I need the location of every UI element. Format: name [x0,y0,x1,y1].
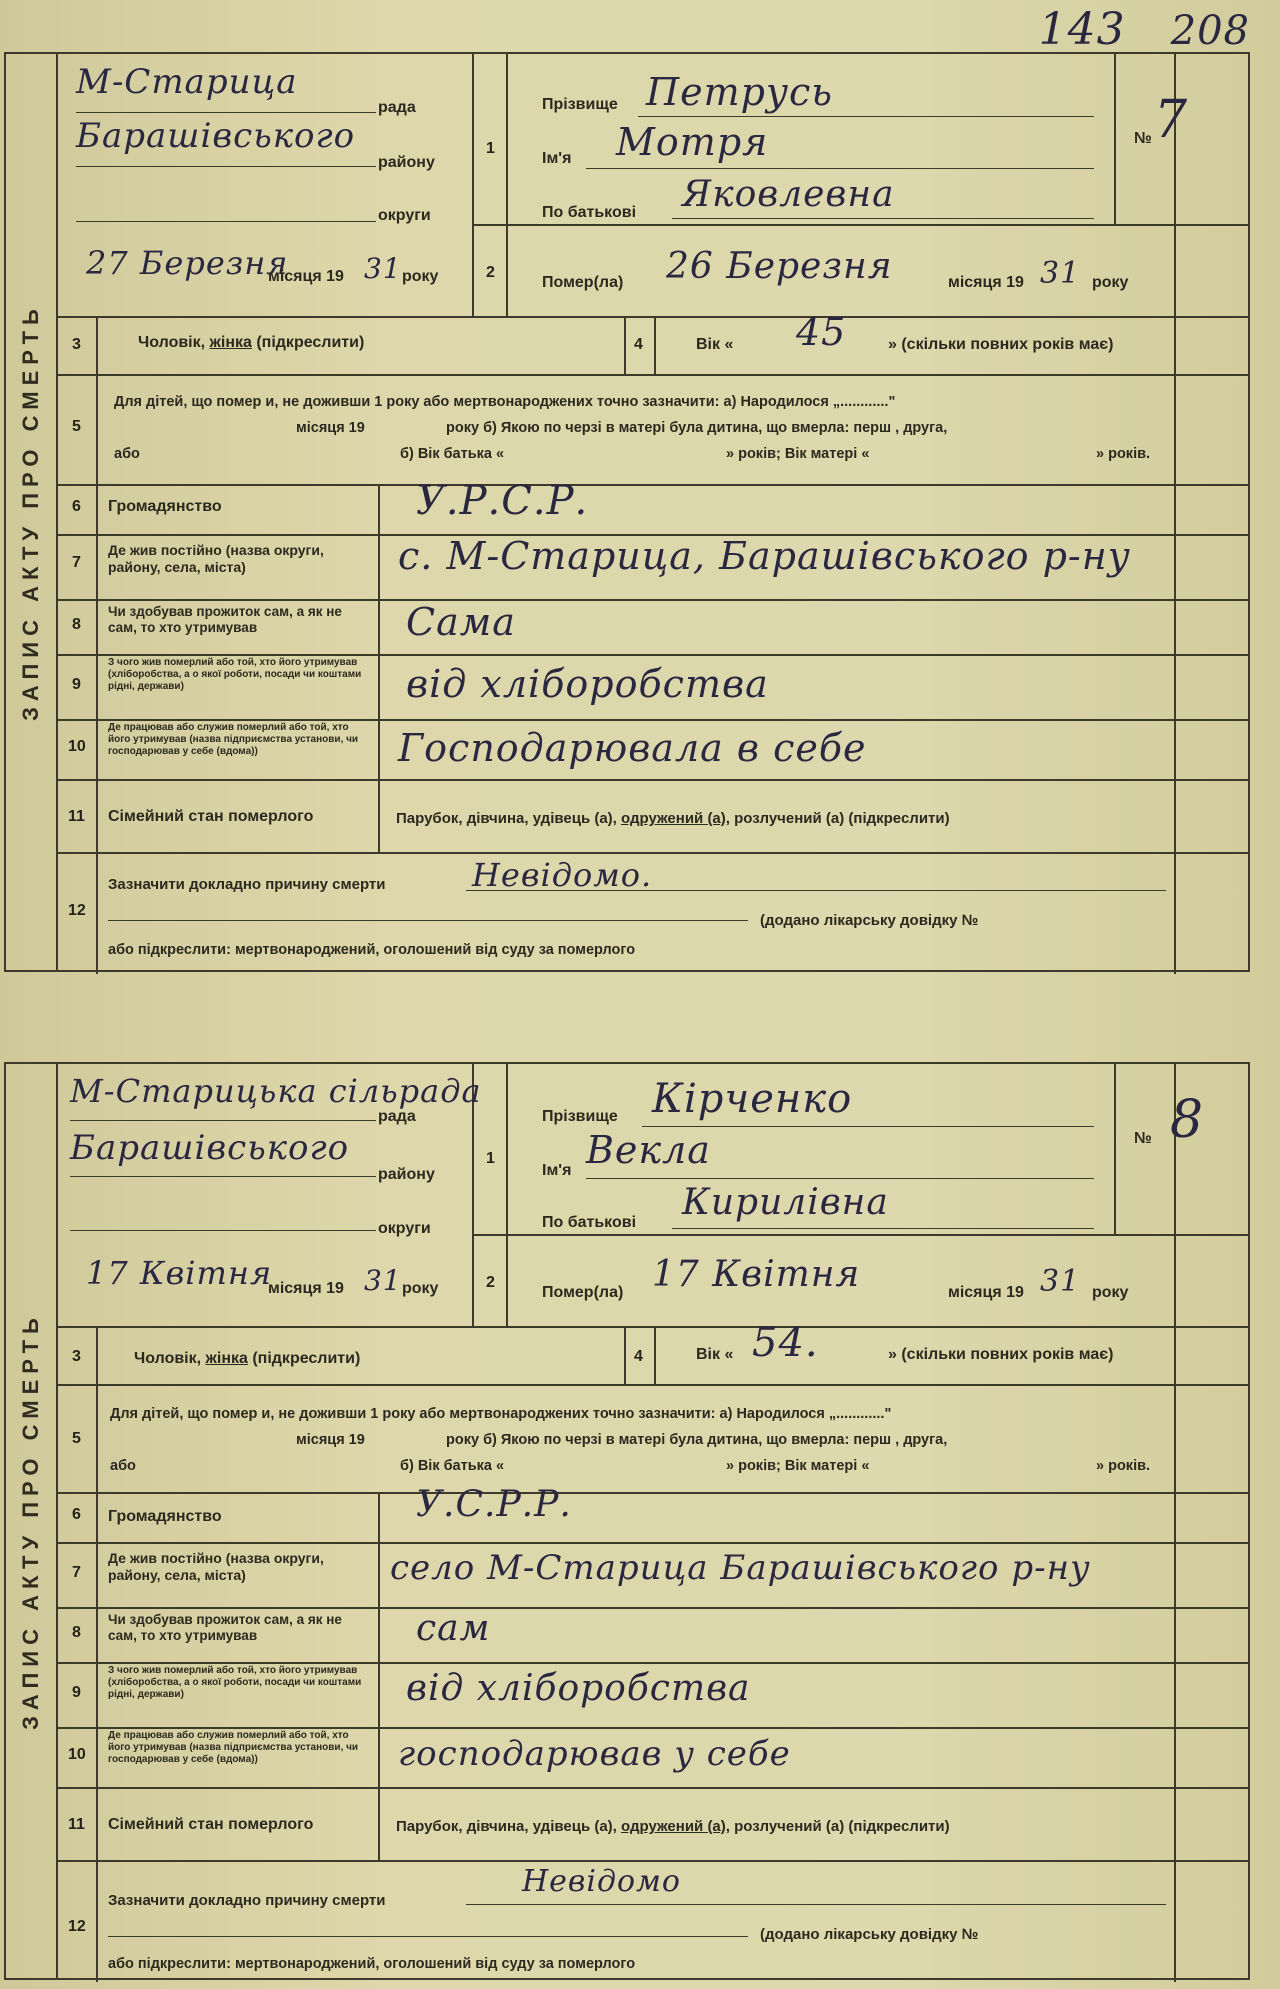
page-number-1: 143 [1038,4,1126,55]
death-year: 31 [1040,1264,1081,1299]
raion-value: Барашівського [70,1128,350,1168]
age-value: 54. [752,1320,819,1366]
number-label: № [1134,130,1152,147]
citizenship-value: У.С.Р.Р. [416,1484,572,1525]
death-record-1: ЗАПИС АКТУ ПРО СМЕРТЬ М-Старица рада Барашівського району округи 27 Березня місяця 19 31 року 1 2 Прізвище Петрусь Ім'я Мотря По батькові Яковлевна № 7 Помер(ла) 26 Березня місяця 19 31 року 3 Чоловік, жінка (підкреслити) 4 Вік « 45 » (скільки повних років має) 5 Для дітей, що помер и, не доживши 1 року або мертвонароджених точно зазначити: а) Народилося „............" місяця 19 року б) Якою по черзі в матері була дитина, що вмерла: перш , друга, або б) Вік батька « » років; Вік матері « » років. 6 Громадянство У.Р.С.Р. 7 Де жив постійно (назва округи, району, села, міста) с. М-Старица, Барашівського р-ну 8 Чи здобував прожиток сам, а як не сам, то хто утримував Сама 9 З чого жив померлий або той, хто його утримував (хліборобства, а о якої роботи, посади чи коштами рідні, держави) від хліборобства 10 Де працював або служив померлий або той, хто його утримував (назва підприємства установи, чи господарював у себе (вдома)) Господарювала в себе 11 Сімейний стан померлого Парубок, дівчина, удівець (а), одружений (а), розлучений (а) (підкреслити) 12 Зазначити докладно причину смерти Невідомо. (додано лікарську довідку № або підкреслити: мертвонароджений, оголошений від суду за померлого [4,52,1250,972]
sex-label: Чоловік, жінка (підкреслити) [138,334,365,351]
patronymic-label: По батькові [542,204,637,221]
patronymic-value: Кирилівна [682,1182,889,1223]
rada-label: рада [378,99,416,116]
surname-label: Прізвище [542,96,618,113]
record-year: 31 [364,252,402,285]
death-date: 17 Квітня [652,1254,861,1295]
record-date: 27 Березня [86,244,289,282]
name-value: Векла [586,1128,711,1172]
sex-label: Чоловік, жінка (підкреслити) [134,1350,361,1367]
rada-value: М-Старица [76,62,298,102]
page-number-2: 208 [1170,8,1250,54]
citizenship-value: У.Р.С.Р. [416,478,589,524]
died-label: Помер(ла) [542,274,624,291]
marital-options: Парубок, дівчина, удівець (а), одружений (а), розлучений (а) (підкреслити) [396,810,950,827]
name-label: Ім'я [542,150,572,167]
death-year: 31 [1040,256,1081,291]
side-title: ЗАПИС АКТУ ПРО СМЕРТЬ [6,54,58,970]
month-label: місяця 19 [268,268,344,285]
surname-value: Петрусь [646,70,833,114]
record-year: 31 [364,1264,402,1297]
raion-value: Барашівського [76,116,356,156]
age-label: Вік « [696,336,734,353]
marital-options: Парубок, дівчина, удівець (а), одружений (а), розлучений (а) (підкреслити) [396,1818,950,1835]
side-title: ЗАПИС АКТУ ПРО СМЕРТЬ [6,1064,58,1978]
record-number: 8 [1170,1090,1205,1150]
livelihood-value: сам [416,1608,491,1649]
death-year-label: року [1092,274,1129,291]
page-numbers [1009,4,1250,55]
record-date: 17 Квітня [86,1254,273,1292]
name-value: Мотря [616,120,769,164]
source-value: від хліборобства [406,662,769,706]
raion-label: району [378,154,435,171]
age-value: 45 [796,310,847,354]
death-month-label: місяця 19 [948,274,1024,291]
death-record-2: ЗАПИС АКТУ ПРО СМЕРТЬ М-Старицька сільрада рада Барашівського району округи 17 Квітня місяця 19 31 року 1 2 Прізвище Кірченко Ім'я Векла По батькові Кирилівна № 8 Помер(ла) 17 Квітня місяця 19 31 року 3 Чоловік, жінка (підкреслити) 4 Вік « 54. » (скільки повних років має) 5 Для дітей, що помер и, не доживши 1 року або мертвонароджених точно зазначити: а) Народилося „............" місяця 19 року б) Якою по черзі в матері була дитина, що вмерла: перш , друга, або б) Вік батька « » років; Вік матері « » років. 6 Громадянство У.С.Р.Р. 7 Де жив постійно (назва округи, району, села, міста) село М-Старица Барашівського р-ну 8 Чи здобував прожиток сам, а як не сам, то хто утримував сам 9 З чого жив померлий або той, хто його утримував (хліборобства, а о якої роботи, посади чи коштами рідні, держави) від хліборобства 10 Де працював або служив померлий або той, хто його утримував (назва підприємства установи, чи господарював у себе (вдома)) господарював у себе 11 Сімейний стан померлого Парубок, дівчина, удівець (а), одружений (а), розлучений (а) (підкреслити) 12 Зазначити докладно причину смерти Невідомо (додано лікарську довідку № або підкреслити: мертвонароджений, оголошений від суду за померлого [4,1062,1250,1980]
age-suffix: » (скільки повних років має) [888,336,1114,353]
death-date: 26 Березня [666,246,893,287]
rada-value: М-Старицька сільрада [70,1072,482,1110]
okrug-label: округи [378,207,431,224]
residence-value: село М-Старица Барашівського р-ну [390,1548,1091,1588]
residence-value: с. М-Старица, Барашівського р-ну [398,534,1131,578]
work-value: Господарювала в себе [398,726,867,770]
cause-value: Невідомо [522,1864,681,1899]
work-value: господарював у себе [398,1734,791,1774]
livelihood-value: Сама [406,600,516,644]
surname-value: Кірченко [652,1076,853,1122]
year-label: року [402,268,439,285]
cause-value: Невідомо. [472,856,653,894]
source-value: від хліборобства [406,1668,751,1709]
patronymic-value: Яковлевна [682,174,895,215]
record-number: 7 [1154,90,1189,150]
